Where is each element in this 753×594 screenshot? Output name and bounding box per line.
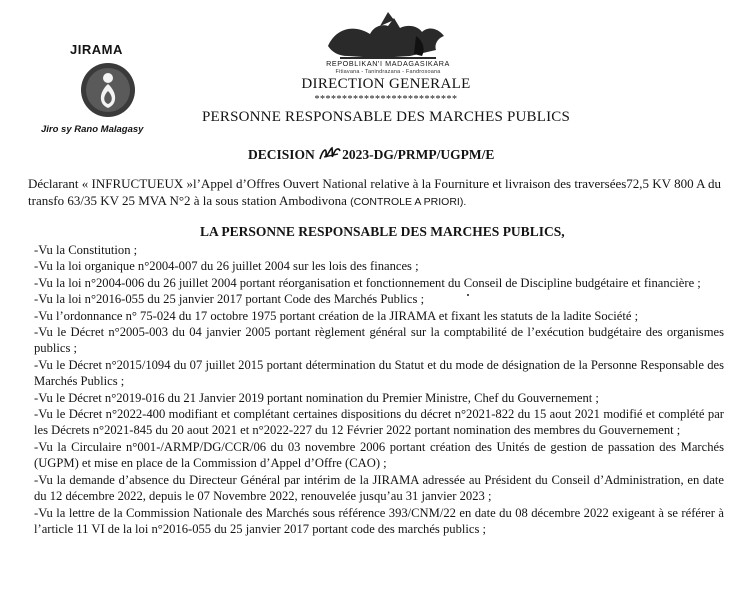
consideration-item: -Vu la Circulaire n°001-/ARMP/DG/CCR/06 du 03 novembre 2006 portant création des Unités de gestion de passation des Marchés (UGPM) et mise en place de la Commission d’Appel d’Offre (CAO) ; [34, 439, 724, 471]
decision-prefix: DECISION [248, 147, 315, 162]
consideration-item: -Vu la loi organique n°2004-007 du 26 juillet 2004 sur les lois des finances ; [34, 259, 419, 274]
decision-reference [248, 145, 494, 163]
organization-motto: Jiro sy Rano Malagasy [41, 124, 144, 135]
consideration-item: -Vu le Décret n°2022-400 modifiant et complétant certaines dispositions du décret n°2021-822 du 15 aout 2021 modifié et complété par les Décrets n°2021-845 du 20 aout 2021 et n°2022-227 du 12 Février 2022 portant nomination des membres du Gouvernement ; [34, 407, 724, 438]
star-divider: ************************** [314, 94, 458, 105]
consideration-item: -Vu le Décret n°2015/1094 du 07 juillet 2015 portant détermination du Statut et du mode de désignation de la Personne Responsable des Marchés Publics ; [34, 357, 724, 389]
consideration-item: -Vu la Constitution ; [34, 243, 138, 257]
decision-subject-text: Déclarant « INFRUCTUEUX »l’Appel d’Offres Ouvert National relative à la Fourniture et livraison des traversées72,5 KV 800 A du transfo 63/35 KV 25 MVA N°2 à la sous station Ambodivona [28, 176, 722, 208]
organization-name: JIRAMA [70, 42, 123, 57]
authority-title: PERSONNE RESPONSABLE DES MARCHES PUBLICS [201, 109, 571, 125]
direction-title: DIRECTION GENERALE [301, 76, 471, 92]
jirama-emblem-icon [79, 60, 137, 120]
decision-subject [28, 175, 728, 211]
consideration-item: -Vu le Décret n°2005-003 du 04 janvier 2005 portant règlement général sur la comptabilité de l’exécution budgétaire des organismes publics ; [34, 325, 724, 356]
stray-mark [467, 294, 469, 296]
republic-line: REPOBLIKAN'I MADAGASIKARA [326, 59, 450, 68]
consideration-item: -Vu la loi n°2016-055 du 25 janvier 2017 portant Code des Marchés Publics ; [34, 292, 425, 307]
republic-banner [318, 60, 458, 76]
consideration-item: -Vu la loi n°2004-006 du 26 juillet 2004 portant réorganisation et fonctionnement du Conseil de Discipline budgétaire et financière ; [34, 275, 701, 290]
consideration-item: -Vu l’ordonnance n° 75-024 du 17 octobre 1975 portant création de la JIRAMA et fixant les statuts de la ladite Société ; [34, 308, 639, 323]
decision-number: 2023-DG/PRMP/UGPM/E [342, 147, 495, 162]
republic-motto: Fitiavana - Tanindrazana - Fandrosoana [335, 69, 441, 75]
authority-heading: LA PERSONNE RESPONSABLE DES MARCHES PUBLICS, [200, 224, 565, 239]
consideration-item: -Vu la lettre de la Commission Nationale des Marchés sous référence 393/CNM/22 en date du 08 décembre 2022 exigeant à se référer à l’article 11 VI de la loi n°2016-055 du 25 janvier 2017 portant code des marchés publics ; [34, 505, 724, 536]
control-mention: (CONTROLE A PRIORI). [350, 196, 467, 208]
jirama-logo [34, 42, 164, 138]
handwritten-number-signature [318, 145, 342, 163]
considerations-list [34, 242, 724, 537]
consideration-item: -Vu le Décret n°2019-016 du 21 Janvier 2019 portant nomination du Premier Ministre, Chef du Gouvernement ; [34, 390, 599, 405]
consideration-item: -Vu la demande d’absence du Directeur Général par intérim de la JIRAMA adressée au Président du Conseil d’Administration, en date du 12 décembre 2022, depuis le 07 Novembre 2022, renouvelée jusqu’au 31 janvier 2023 ; [34, 472, 724, 504]
